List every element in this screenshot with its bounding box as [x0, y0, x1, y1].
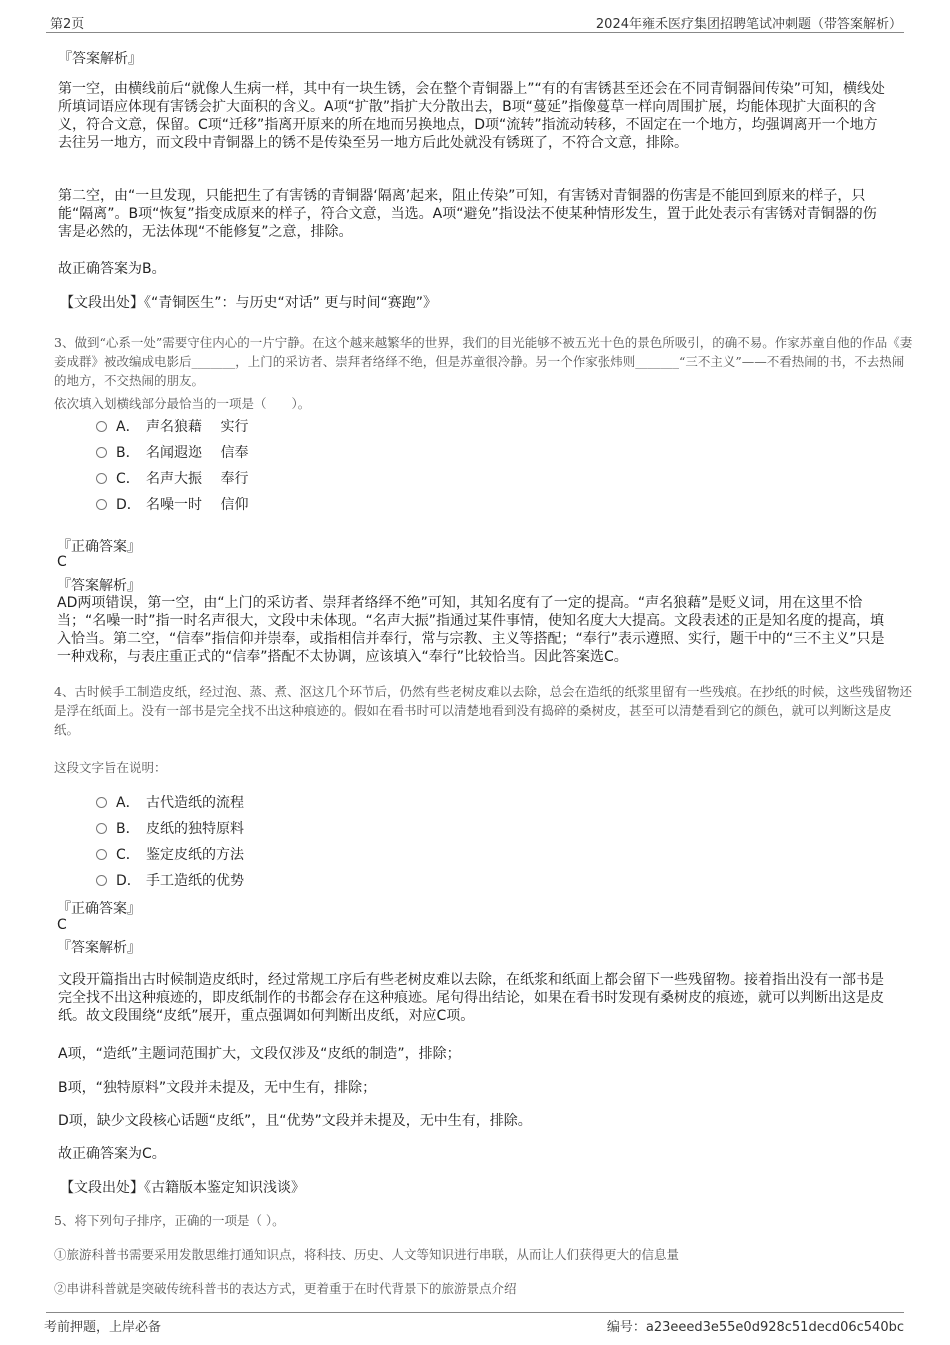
option-letter: C． — [116, 471, 140, 487]
analysis-label: 『答案解析』 — [57, 940, 141, 956]
option-a[interactable] — [96, 792, 244, 812]
answer-label: 『正确答案』 — [57, 539, 141, 555]
analysis-label: 『答案解析』 — [58, 51, 142, 67]
radio-button[interactable] — [96, 447, 107, 458]
footer-divider — [46, 1312, 904, 1313]
question-stem: 4、古时候手工制造皮纸，经过泡、蒸、煮、沤这几个环节后，仍然有些老树皮难以去除，总会在造纸的纸浆里留有一些残痕。在抄纸的时候，这些残留物还是浮在纸面上。没有一部书是完全找不出这种痕迹的。假如在看书时可以清楚地看到没有捣碎的桑树皮，甚至可以清楚看到它的颜色，就可以判断这是皮纸。 — [54, 684, 912, 737]
analysis-label: 『答案解析』 — [57, 578, 141, 594]
header-divider — [46, 32, 904, 33]
option-letter: B． — [116, 821, 140, 837]
option-c[interactable] — [96, 844, 244, 864]
page-number: 第2页 — [50, 17, 85, 32]
option-c[interactable] — [96, 468, 248, 488]
footer-slogan: 考前押题，上岸必备 — [44, 1320, 162, 1335]
question-instruction: 依次填入划横线部分最恰当的一项是（ ）。 — [54, 396, 311, 411]
radio-button[interactable] — [96, 797, 107, 808]
option-a[interactable] — [96, 416, 248, 436]
question-stem: 3、做到“心系一处”需要守住内心的一片宁静。在这个越来越繁华的世界，我们的目光能够不被五光十色的景色所吸引，的确不易。作家苏童自他的作品《妻妾成群》被改编成电影后_______，上门的采访者、崇拜者络绎不绝，但是苏童很冷静。另一个作家张炜则_______“三不主义”——不看热闹的书，不去热闹的地方，不交热闹的朋友。 — [54, 335, 913, 388]
radio-button[interactable] — [96, 473, 107, 484]
option-letter: D． — [116, 873, 141, 889]
option-text: 名噪一时 信仰 — [146, 497, 249, 513]
conclusion: 故正确答案为B。 — [58, 261, 166, 277]
option-text: 古代造纸的流程 — [146, 795, 244, 811]
option-text: 名闻遐迩 信奉 — [146, 445, 249, 461]
source-citation: 【文段出处】《“青铜医生”：与历史“对话” 更与时间“赛跑”》 — [60, 295, 437, 311]
option-letter: A． — [116, 419, 140, 435]
radio-button[interactable] — [96, 875, 107, 886]
analysis-item-a: A项，“造纸”主题词范围扩大，文段仅涉及“皮纸的制造”，排除； — [58, 1046, 461, 1062]
answer-label: 『正确答案』 — [57, 901, 141, 917]
question-stem: 5、将下列句子排序，正确的一项是（ ）。 — [54, 1213, 285, 1228]
conclusion: 故正确答案为C。 — [58, 1146, 166, 1162]
answer-value: C — [57, 554, 67, 570]
option-letter: D． — [116, 497, 141, 513]
option-text: 名声大振 奉行 — [146, 471, 249, 487]
radio-button[interactable] — [96, 823, 107, 834]
source-citation: 【文段出处】《古籍版本鉴定知识浅谈》 — [60, 1180, 305, 1196]
code-value: a23eeed3e55e0d928c51decd06c540bc — [645, 1320, 904, 1335]
option-text: 手工造纸的优势 — [146, 873, 244, 889]
radio-button[interactable] — [96, 499, 107, 510]
analysis-item-b: B项，“独特原料”文段并未提及，无中生有，排除； — [58, 1080, 377, 1096]
radio-button[interactable] — [96, 849, 107, 860]
option-b[interactable] — [96, 442, 248, 462]
analysis-item-d: D项，缺少文段核心话题“皮纸”，且“优势”文段并未提及，无中生有，排除。 — [58, 1113, 532, 1129]
option-text: 皮纸的独特原料 — [146, 821, 244, 837]
option-letter: B． — [116, 445, 140, 461]
analysis-paragraph: 文段开篇指出古时候制造皮纸时，经过常规工序后有些老树皮难以去除，在纸浆和纸面上都会留下一些残留物。接着指出没有一部书是完全找不出这种痕迹的，即皮纸制作的书都会存在这种痕迹。尾句得出结论，如果在看书时发现有桑树皮的痕迹，就可以判断出这是皮纸。故文段围绕“皮纸”展开，重点强调如何判断出皮纸，对应C项。 — [58, 972, 884, 1024]
option-letter: A． — [116, 795, 140, 811]
answer-value: C — [57, 917, 67, 933]
analysis-paragraph: AD两项错误，第一空，由“上门的采访者、崇拜者络绎不绝”可知，其知名度有了一定的提高。“声名狼藉”是贬义词，用在这里不恰当；“名噪一时”指一时名声很大，文段中未体现。“名声大振”指通过某件事情，使知名度大大提高。文段表述的正是知名度的提高，填入恰当。第二空，“信奉”指信仰并崇奉，或指相信并奉行，常与宗教、主义等搭配；“奉行”表示遵照、实行，题干中的“三不主义”只是一种戏称，与表庄重正式的“信奉”搭配不太协调，应该填入“奉行”比较恰当。因此答案选C。 — [57, 595, 885, 665]
sentence-1: ①旅游科普书需要采用发散思维打通知识点，将科技、历史、人文等知识进行串联，从而让人们获得更大的信息量 — [54, 1247, 680, 1262]
analysis-paragraph: 第一空，由横线前后“就像人生病一样，其中有一块生锈，会在整个青铜器上”“有的有害锈甚至还会在不同青铜器间传染”可知，横线处所填词语应体现有害锈会扩大面积的含义。A项“扩散”指扩大分散出去，B项“蔓延”指像蔓草一样向周围扩展，均能体现扩大面积的含义，符合文意，保留。C项“迁移”指离开原来的所在地而另换地点，D项“流转”指流动转移，不固定在一个地方，均强调离开一个地方去往另一地方，而文段中青铜器上的锈不是传染至另一地方后此处就没有锈斑了，不符合文意，排除。 — [58, 81, 886, 151]
code-label: 编号： — [606, 1320, 646, 1335]
option-b[interactable] — [96, 818, 244, 838]
analysis-paragraph: 第二空，由“一旦发现，只能把生了有害锈的青铜器‘隔离’起来，阻止传染”可知，有害锈对青铜器的伤害是不能回到原来的样子，只能“隔离”。B项“恢复”指变成原来的样子，符合文意，当选。A项“避免”指设法不使某种情形发生，置于此处表示有害锈对青铜器的伤害是必然的，无法体现“不能修复”之意，排除。 — [58, 188, 877, 240]
sentence-2: ②串讲科普就是突破传统科普书的表达方式，更着重于在时代背景下的旅游景点介绍 — [54, 1281, 517, 1296]
option-text: 鉴定皮纸的方法 — [146, 847, 244, 863]
radio-button[interactable] — [96, 421, 107, 432]
footer-code — [607, 1316, 904, 1335]
option-letter: C． — [116, 847, 140, 863]
document-title: 2024年雍禾医疗集团招聘笔试冲刺题（带答案解析） — [595, 17, 902, 32]
question-instruction: 这段文字旨在说明： — [54, 760, 167, 775]
option-d[interactable] — [96, 494, 248, 514]
option-d[interactable] — [96, 870, 244, 890]
option-text: 声名狼藉 实行 — [146, 419, 249, 435]
